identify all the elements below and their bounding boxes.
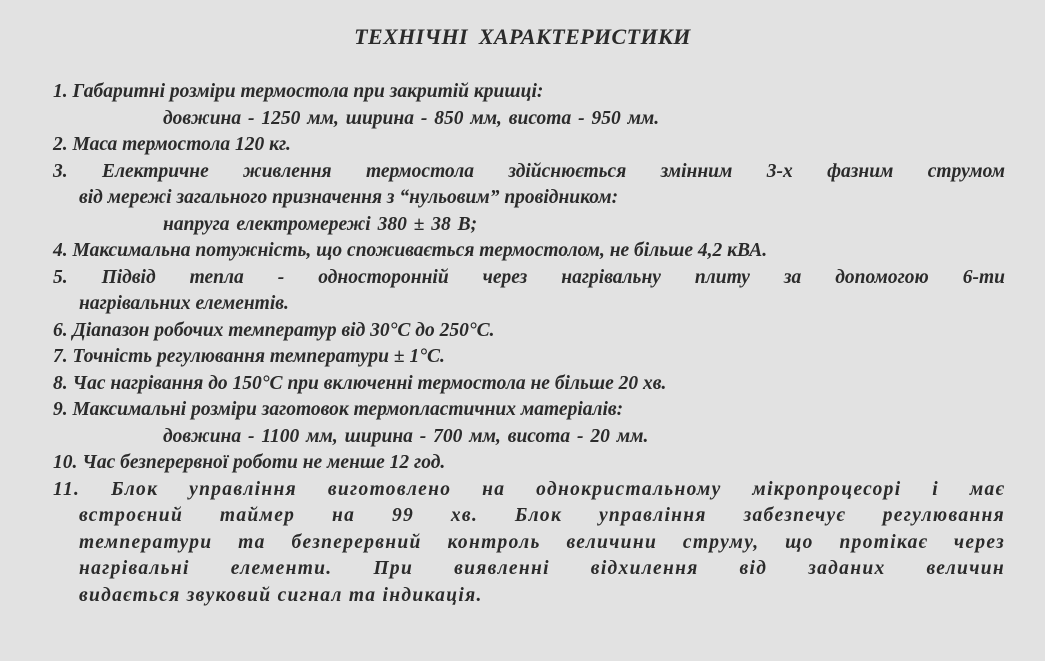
spec-item-heat-supply-line2: нагрівальних елементів. — [79, 293, 289, 314]
spec-item-control-unit — [53, 477, 1005, 610]
spec-item-control-unit-line1: 11. Блок управління виготовлено на однокристальному мікропроцесорі і має — [53, 478, 1005, 500]
spec-item-heat-supply — [53, 265, 1005, 318]
spec-item-dimensions-heading: 1. Габаритні розміри термостола при закритій кришці: — [53, 81, 544, 102]
spec-item-control-unit-line3: температури та безперервний контроль величини струму, що протікає через — [79, 531, 1005, 553]
spec-item-blank-sizes — [53, 397, 1005, 450]
spec-list — [53, 79, 1005, 609]
spec-item-dimensions-values: довжина - 1250 мм, ширина - 850 мм, висота - 950 мм. — [163, 107, 660, 129]
page-title: ТЕХНІЧНІ ХАРАКТЕРИСТИКИ — [354, 24, 691, 49]
spec-item-dimensions — [53, 79, 1005, 132]
spec-item-control-unit-line2: встроєний таймер на 99 хв. Блок управління забезпечує регулювання — [79, 505, 1005, 526]
spec-item-blank-sizes-heading: 9. Максимальні розміри заготовок термопластичних матеріалів: — [53, 399, 624, 420]
spec-item-temp-accuracy: 7. Точність регулювання температури ± 1°С. — [53, 346, 445, 367]
spec-item-blank-sizes-values: довжина - 1100 мм, ширина - 700 мм, висота - 20 мм. — [163, 425, 649, 447]
spec-item-continuous-operation: 10. Час безперервної роботи не менше 12 год. — [53, 452, 446, 473]
spec-item-power-supply-line2: від мережі загального призначення з “нульовим” провідником: — [79, 187, 619, 208]
spec-item-heat-supply-line1: 5. Підвід тепла - односторонній через нагрівальну плиту за допомогою 6-ти — [53, 266, 1005, 288]
spec-item-control-unit-line5: видається звуковий сигнал та індикація. — [79, 584, 483, 606]
spec-item-control-unit-line4: нагрівальні елементи. При виявленні відхилення від заданих величин — [79, 558, 1005, 579]
spec-item-mass: 2. Маса термостола 120 кг. — [53, 134, 291, 155]
spec-item-max-power: 4. Максимальна потужність, що споживається термостолом, не більше 4,2 кВА. — [53, 240, 768, 261]
spec-item-power-supply — [53, 159, 1005, 239]
spec-item-power-supply-voltage: напруга електромережі 380 ± 38 В; — [163, 213, 478, 235]
spec-item-power-supply-line1: 3. Електричне живлення термостола здійснюється змінним 3-х фазним струмом — [53, 160, 1005, 182]
spec-item-temp-range: 6. Діапазон робочих температур від 30°С до 250°С. — [53, 319, 495, 341]
spec-item-heating-time: 8. Час нагрівання до 150°С при включенні термостола не більше 20 хв. — [53, 372, 667, 394]
